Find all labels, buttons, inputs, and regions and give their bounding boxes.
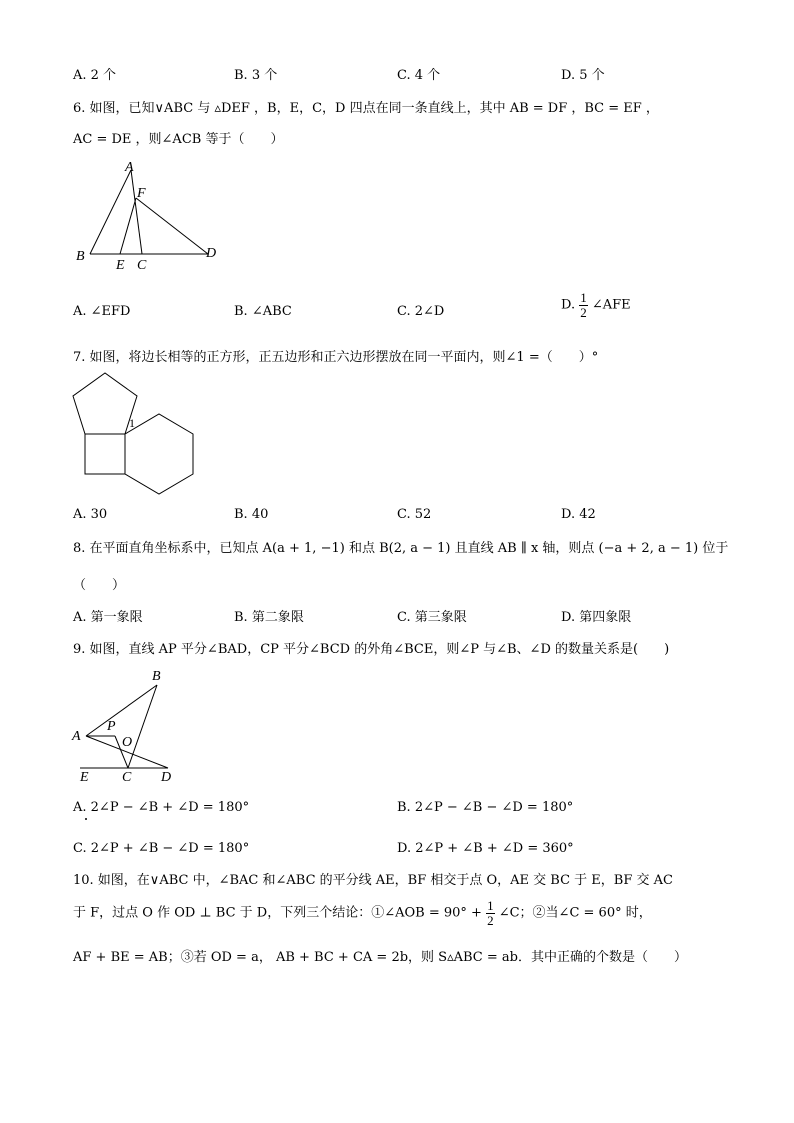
q9-label-b: B	[152, 669, 161, 684]
q6-option-b[interactable]: B. ∠ABC	[234, 304, 292, 319]
q6-option-c[interactable]: C. 2∠D	[397, 304, 445, 319]
q6-option-d-numerator: 1	[580, 290, 587, 305]
q6-option-d-denominator: 2	[580, 304, 587, 320]
q10-fraction-numerator: 1	[487, 898, 494, 913]
q6-option-d-tail: ∠AFE	[591, 297, 631, 313]
q8-option-c[interactable]: C. 第三象限	[397, 610, 467, 625]
q6-option-d-fraction	[579, 291, 588, 319]
q9-label-a: A	[72, 729, 81, 744]
q7-figure	[65, 368, 205, 500]
q9-option-c[interactable]: C. 2∠P + ∠B − ∠D = 180°	[73, 841, 250, 856]
q5-option-c[interactable]: C. 4 个	[397, 68, 441, 83]
q8-option-a[interactable]: A. 第一象限	[73, 610, 143, 625]
q9-figure	[70, 668, 190, 786]
q10-line2-end: ∠C；②当∠C = 60° 时，	[498, 905, 652, 921]
q6-label-f: F	[137, 186, 146, 201]
q6-label-c: C	[137, 258, 147, 273]
q8-option-b[interactable]: B. 第二象限	[234, 610, 304, 625]
q9-option-a-mark	[85, 818, 87, 820]
q6-label-b: B	[76, 249, 85, 264]
q7-option-a[interactable]: A. 30	[73, 507, 108, 522]
q7-option-b[interactable]: B. 40	[234, 507, 269, 522]
q9-option-d[interactable]: D. 2∠P + ∠B + ∠D = 360°	[397, 841, 574, 856]
q10-line2-start: 于 F，过点 O 作 OD ⊥ BC 于 D，下列三个结论：①∠AOB = 90° +	[73, 905, 482, 921]
q7-question-line1: 7. 如图，将边长相等的正方形，正五边形和正六边形摆放在同一平面内，则∠1 =（ ）°	[73, 350, 599, 365]
q6-label-d: D	[206, 246, 217, 261]
q7-angle-1-label: 1	[129, 416, 135, 430]
q10-question-line2	[73, 899, 652, 927]
q10-question-line1: 10. 如图，在∨ABC 中，∠BAC 和∠ABC 的平分线 AE，BF 相交于点 O，AE 交 BC 于 E，BF 交 AC	[73, 873, 673, 888]
q6-option-d[interactable]	[561, 291, 631, 319]
q10-fraction	[486, 899, 495, 927]
q5-option-a[interactable]: A. 2 个	[73, 68, 117, 83]
q8-question-line1: 8. 在平面直角坐标系中，已知点 A(a + 1, −1) 和点 B(2, a − 1) 且直线 AB ∥ x 轴，则点 (−a + 2, a − 1) 位于	[73, 541, 729, 556]
q5-option-b[interactable]: B. 3 个	[234, 68, 278, 83]
q5-option-d[interactable]: D. 5 个	[561, 68, 605, 83]
q6-question-line1: 6. 如图，已知∨ABC 与 ▵DEF ，B，E，C，D 四点在同一条直线上，其中 AB = DF ，BC = EF ，	[73, 101, 659, 116]
q6-option-d-prefix: D.	[561, 297, 576, 313]
q6-figure	[70, 158, 230, 276]
q9-option-b[interactable]: B. 2∠P − ∠B − ∠D = 180°	[397, 800, 574, 815]
q6-option-a[interactable]: A. ∠EFD	[73, 304, 131, 319]
q9-label-c: C	[122, 770, 132, 785]
q8-question-line2: （ ）	[73, 578, 126, 593]
q9-label-e: E	[80, 770, 89, 785]
q10-fraction-denominator: 2	[487, 912, 494, 928]
q8-option-d[interactable]: D. 第四象限	[561, 610, 632, 625]
q9-label-d: D	[161, 770, 172, 785]
q10-question-line3: AF + BE = AB；③若 OD = a， AB + BC + CA = 2b，则 S▵ABC = ab．其中正确的个数是（ ）	[73, 950, 687, 965]
q6-label-a: A	[125, 160, 134, 175]
q9-label-p: P	[107, 719, 116, 734]
q6-label-e: E	[116, 258, 125, 273]
q6-question-line2: AC = DE ，则∠ACB 等于（ ）	[73, 132, 284, 147]
q7-option-d[interactable]: D. 42	[561, 507, 596, 522]
q9-option-a[interactable]: A. 2∠P − ∠B + ∠D = 180°	[73, 800, 250, 815]
q7-option-c[interactable]: C. 52	[397, 507, 432, 522]
q9-label-o: O	[122, 735, 133, 750]
q9-question-line1: 9. 如图，直线 AP 平分∠BAD，CP 平分∠BCD 的外角∠BCE，则∠P 与∠B、∠D 的数量关系是( )	[73, 642, 670, 657]
